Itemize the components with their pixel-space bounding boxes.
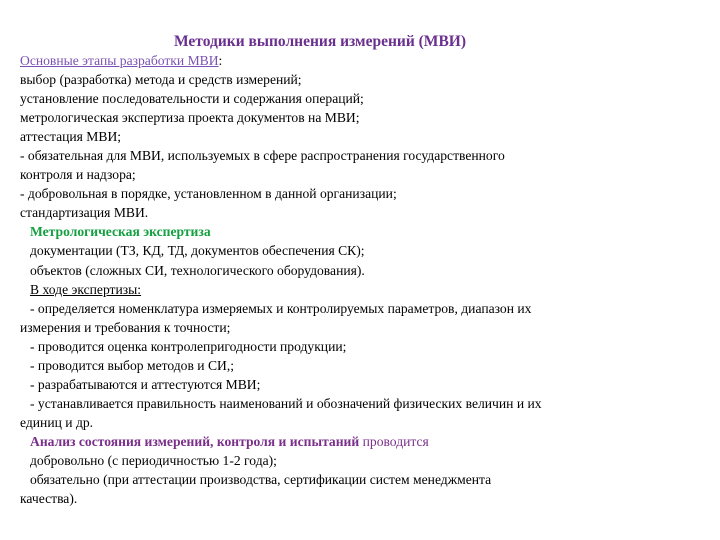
analysis-line: добровольно (с периодичностью 1-2 года); bbox=[30, 452, 277, 468]
analysis-heading-line bbox=[20, 432, 710, 451]
attestation-line: - добровольная в порядке, установленном в данной организации; bbox=[20, 186, 397, 202]
attestation-line: контроля и надзора; bbox=[20, 167, 136, 183]
analysis-line: обязательно (при аттестации производства, сертификации систем менеджмента bbox=[30, 472, 492, 488]
stages-heading-colon: : bbox=[218, 53, 223, 68]
during-line: - разрабатываются и аттестуются МВИ; bbox=[30, 376, 261, 392]
analysis-line: качества). bbox=[20, 491, 78, 507]
during-heading-line bbox=[20, 280, 710, 299]
during-heading: В ходе экспертизы: bbox=[30, 281, 142, 297]
page-title: Методики выполнения измерений (МВИ) bbox=[174, 33, 466, 50]
during-line: - проводится выбор методов и СИ,; bbox=[30, 357, 235, 373]
analysis-lines bbox=[20, 451, 710, 508]
stages-heading-line bbox=[20, 51, 710, 70]
document-body bbox=[20, 51, 710, 508]
expertise-item: документации (ТЗ, КД, ТД, документов обеспечения СК); bbox=[30, 243, 365, 259]
during-line: единиц и др. bbox=[20, 414, 94, 430]
during-line: - проводится оценка контролепригодности продукции; bbox=[30, 338, 347, 354]
expertise-item: объектов (сложных СИ, технологического оборудования). bbox=[30, 262, 365, 278]
stage-item: установление последовательности и содержания операций; bbox=[20, 91, 364, 107]
stage-item: выбор (разработка) метода и средств измерений; bbox=[20, 72, 302, 88]
expertise-heading: Метрологическая экспертиза bbox=[30, 224, 211, 240]
attestation-line: - обязательная для МВИ, используемых в сфере распространения государственного bbox=[20, 148, 505, 164]
during-lines bbox=[20, 299, 710, 432]
attestation-line: стандартизация МВИ. bbox=[20, 205, 149, 221]
analysis-suffix: проводится bbox=[359, 433, 429, 449]
during-line: - устанавливается правильность наименований и обозначений физических величин и их bbox=[30, 395, 542, 411]
during-line: измерения и требования к точности; bbox=[20, 319, 231, 335]
during-line: - определяется номенклатура измеряемых и контролируемых параметров, диапазон их bbox=[30, 300, 532, 316]
stages-heading: Основные этапы разработки МВИ bbox=[20, 53, 219, 68]
analysis-heading: Анализ состояния измерений, контроля и испытаний bbox=[30, 433, 360, 449]
stage-item: метрологическая экспертиза проекта документов на МВИ; bbox=[20, 110, 360, 126]
stage-item: аттестация МВИ; bbox=[20, 129, 122, 145]
